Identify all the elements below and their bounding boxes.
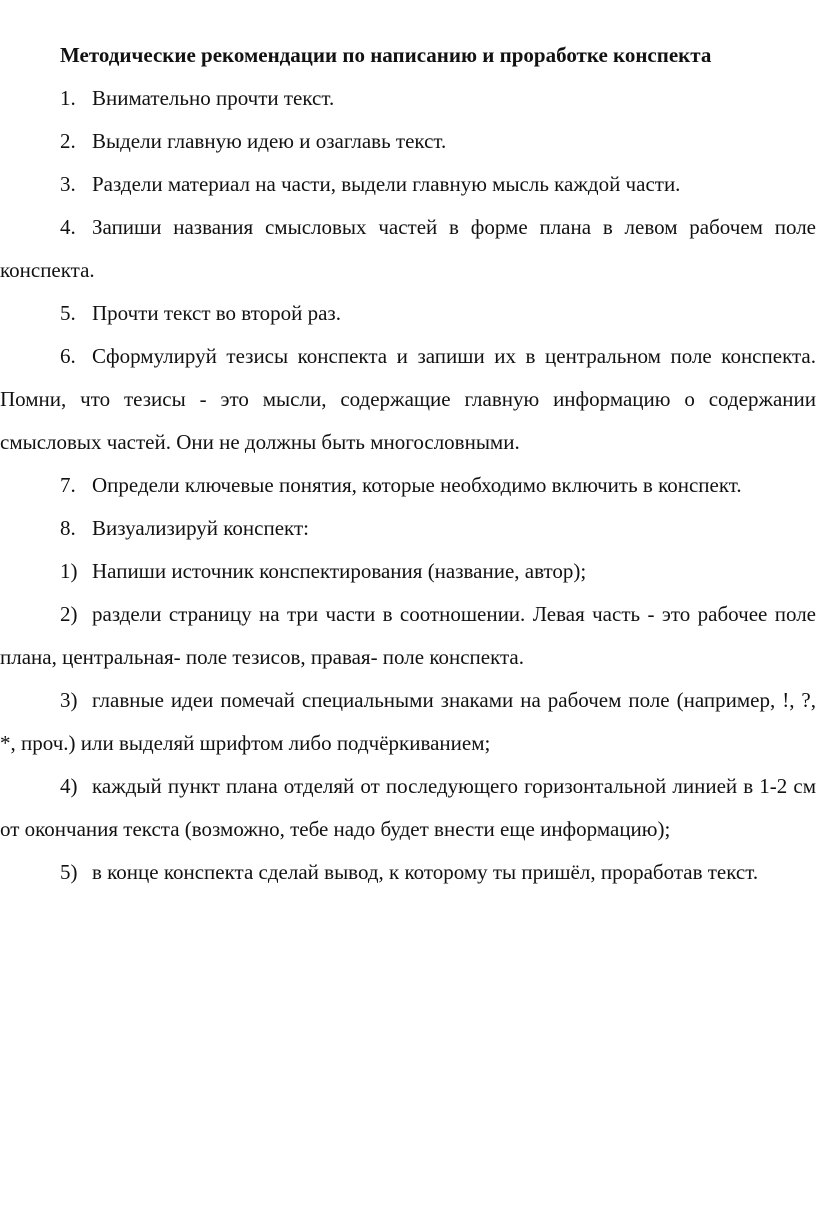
sub-list-item	[0, 679, 816, 765]
item-number: 3.	[60, 172, 76, 196]
item-number: 5.	[60, 301, 76, 325]
item-text: Запиши названия смысловых частей в форме плана в левом рабочем поле конспекта.	[0, 215, 816, 282]
item-number: 4)	[60, 774, 78, 798]
document-page	[0, 34, 816, 894]
list-item	[0, 507, 816, 550]
item-text: Раздели материал на части, выдели главную мысль каждой части.	[92, 172, 681, 196]
item-number: 6.	[60, 344, 76, 368]
list-item	[0, 206, 816, 292]
list-item	[0, 120, 816, 163]
item-number: 3)	[60, 688, 78, 712]
item-text: в конце конспекта сделай вывод, к которому ты пришёл, проработав текст.	[92, 860, 759, 884]
item-number: 2.	[60, 129, 76, 153]
item-number: 1)	[60, 559, 78, 583]
item-text: главные идеи помечай специальными знаками на рабочем поле (например, !, ?, *, проч.) или выделяй шрифтом либо подчёркиванием;	[0, 688, 816, 755]
item-text: каждый пункт плана отделяй от последующего горизонтальной линией в 1-2 см от окончания текста (возможно, тебе надо будет внести еще информацию);	[0, 774, 816, 841]
list-item	[0, 292, 816, 335]
item-text: Внимательно прочти текст.	[92, 86, 335, 110]
list-item	[0, 335, 816, 464]
item-text: раздели страницу на три части в соотношении. Левая часть - это рабочее поле плана, центральная- поле тезисов, правая- поле конспекта.	[0, 602, 816, 669]
document-title: Методические рекомендации по написанию и проработке конспекта	[60, 43, 712, 67]
item-number: 5)	[60, 860, 78, 884]
sub-list-item	[0, 593, 816, 679]
list-item	[0, 464, 816, 507]
item-number: 2)	[60, 602, 78, 626]
list-item	[0, 77, 816, 120]
sub-list-item	[0, 550, 816, 593]
item-text: Выдели главную идею и озаглавь текст.	[92, 129, 447, 153]
item-number: 8.	[60, 516, 76, 540]
item-number: 4.	[60, 215, 76, 239]
sub-list-item	[0, 765, 816, 851]
item-number: 1.	[60, 86, 76, 110]
item-text: Определи ключевые понятия, которые необходимо включить в конспект.	[92, 473, 742, 497]
item-text: Напиши источник конспектирования (название, автор);	[92, 559, 587, 583]
item-text: Прочти текст во второй раз.	[92, 301, 341, 325]
item-number: 7.	[60, 473, 76, 497]
item-text: Сформулируй тезисы конспекта и запиши их в центральном поле конспекта. Помни, что тезисы - это мысли, содержащие главную информацию о содержании смысловых частей. Они не должны быть многословными.	[0, 344, 816, 454]
item-text: Визуализируй конспект:	[92, 516, 309, 540]
list-item	[0, 163, 816, 206]
sub-list-item	[0, 851, 816, 894]
